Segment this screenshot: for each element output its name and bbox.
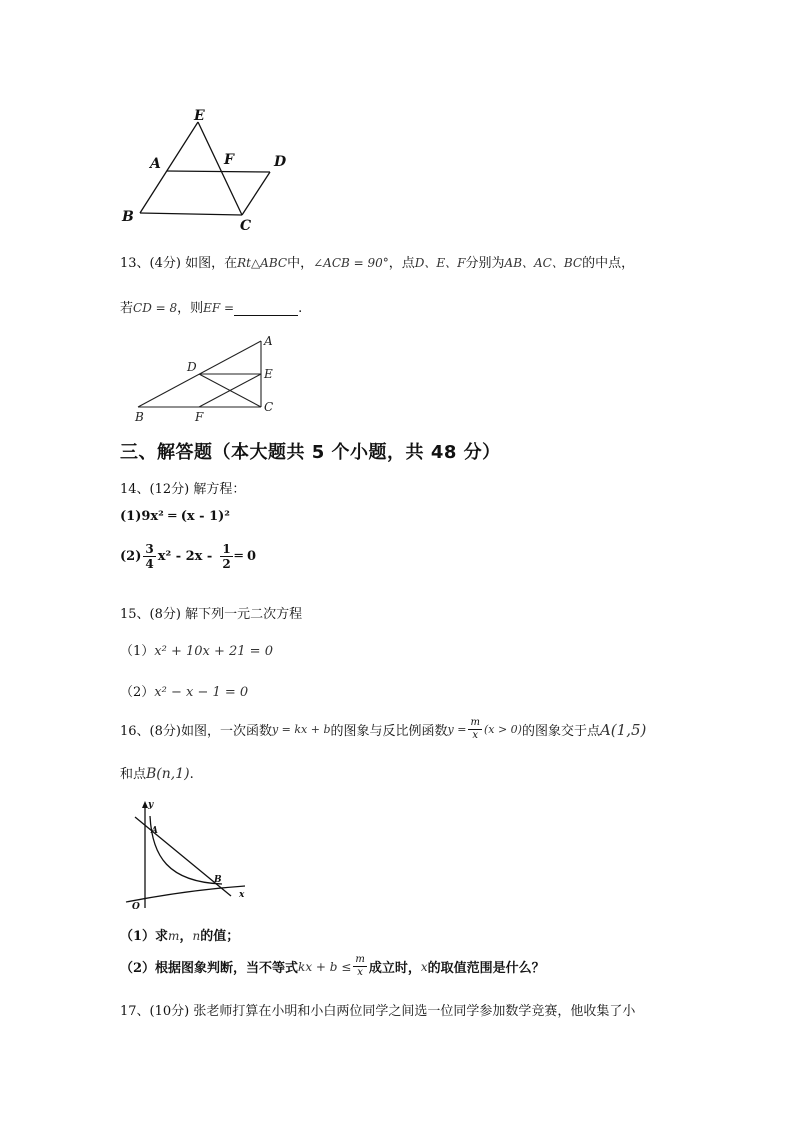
label-e: E [194,108,205,124]
q16-sub2-x: x [420,959,428,974]
segment-bc [140,213,242,215]
graph-label-o: O [132,902,140,912]
q13-text2: ，点 [388,256,415,271]
q16-point-b: B(n,1) [146,766,190,782]
q16-sub2 [120,955,545,978]
q16-text2: 的图象与反比例函数 [330,724,448,739]
graph-label-b: B [214,875,222,885]
q16-text4: 和点 [120,767,147,782]
q16-sub1-sep: ， [179,929,193,944]
segment-ad [167,171,270,172]
label-e2: E [264,367,273,381]
q16-point-a: A(1,5) [599,720,647,739]
q13-text5: 若 [120,301,134,316]
q16-sub2-text2: 成立时， [368,961,421,976]
q16-sub2-ineq: kx + b ≤ [298,959,352,974]
label-c2: C [264,400,274,414]
q16-text3: 的图象交于点 [521,724,600,739]
q13-points: D、E、F [414,256,466,270]
label-a: A [150,156,161,172]
label-b2: B [135,410,144,424]
q16-sub1-label: （1）求 [120,929,169,944]
q14-frac1-num: 3 [145,542,154,556]
q16-sub1-end: 的值； [200,929,240,944]
q15-part1 [120,640,273,659]
figure-right-triangle [125,333,285,425]
q14-frac1 [143,543,155,570]
figure-parallelogram [112,100,312,240]
q15-part2 [120,681,248,700]
section-title: 三、解答题（本大题共 5 个小题，共 48 分） [120,442,501,463]
q13-text3: 分别为 [465,256,505,271]
segment-dc [242,172,270,215]
label-f: F [224,152,234,168]
label-c: C [240,218,252,234]
segment-ec [198,122,242,215]
q14-part2 [120,543,256,570]
q16-text5: . [189,767,194,782]
q16-text1: 16、(8分)如图，一次函数 [120,724,272,739]
q17-line1: 17、(10分) 张老师打算在小明和小白两位同学之间选一位同学参加数学竞赛，他收集了小 [120,1004,636,1019]
q13-ef: EF = [203,301,235,315]
q15-part2-eq: x² − x − 1 = 0 [154,685,249,700]
q14-part1: (1)9x² ═ (x - 1)² [120,509,230,524]
q16-yeq: y = [447,723,467,736]
q16-sub2-frac [353,955,366,978]
graph-label-x: x [239,890,245,900]
q16-sub2-frac-den: x [357,967,363,978]
graph-label-y: y [148,800,154,810]
q13-text1: 中， [287,256,314,271]
graph-label-a: A [151,826,158,836]
q13-line2 [120,297,302,316]
label-d: D [274,154,287,170]
q16-line2 [120,763,194,782]
q16-sub1-n: n [192,929,201,943]
q13-text6: ，则 [177,301,204,316]
q16-frac [468,718,481,741]
label-f2: F [195,410,204,424]
q13-line1 [120,252,634,271]
q14-header: 14、(12分) 解方程： [120,482,246,497]
q16-line1 [120,718,646,741]
q14-frac2 [220,543,232,570]
q13-number: 13、(4分) 如图，在 [120,256,238,271]
q15-part1-eq: x² + 10x + 21 = 0 [154,644,273,659]
q13-rt-abc: Rt△ABC [237,256,288,270]
q13-text4: 的中点， [582,256,635,271]
q13-end: . [298,301,303,316]
q13-cd: CD = 8 [133,301,178,315]
q16-sub1 [120,925,239,944]
inverse-function-curve [150,816,222,884]
q16-frac-num: m [470,717,480,728]
q13-answer-blank[interactable] [234,303,298,316]
q15-part1-label: （1） [120,644,155,659]
q16-cond: (x > 0) [483,723,522,736]
q16-linear: y = kx + b [271,723,331,736]
q16-sub2-text1: （2）根据图象判断，当不等式 [120,961,299,976]
segment-be [140,122,198,213]
label-a2: A [264,334,273,348]
q15-header: 15、(8分) 解下列一元二次方程 [120,607,303,622]
q16-graph [118,796,253,916]
q16-sub1-m: m [168,929,180,943]
q14-frac1-den: 4 [145,557,154,571]
q14-frac2-den: 2 [222,557,231,571]
q14-part2-end: ═ 0 [234,549,257,564]
label-d2: D [187,360,197,374]
q16-sub2-text3: 的取值范围是什么？ [427,961,545,976]
label-b: B [122,209,134,225]
x-axis [126,886,245,902]
q13-sides: AB、AC、BC [504,256,583,270]
q16-frac-den: x [472,730,479,741]
q13-angle: ∠ACB = 90° [313,256,389,270]
q16-sub2-frac-num: m [355,954,365,965]
q14-part2-mid: x² - 2x - [157,549,213,564]
q14-part2-label: (2) [120,549,142,564]
q14-frac2-num: 1 [222,542,231,556]
q15-part2-label: （2） [120,685,155,700]
